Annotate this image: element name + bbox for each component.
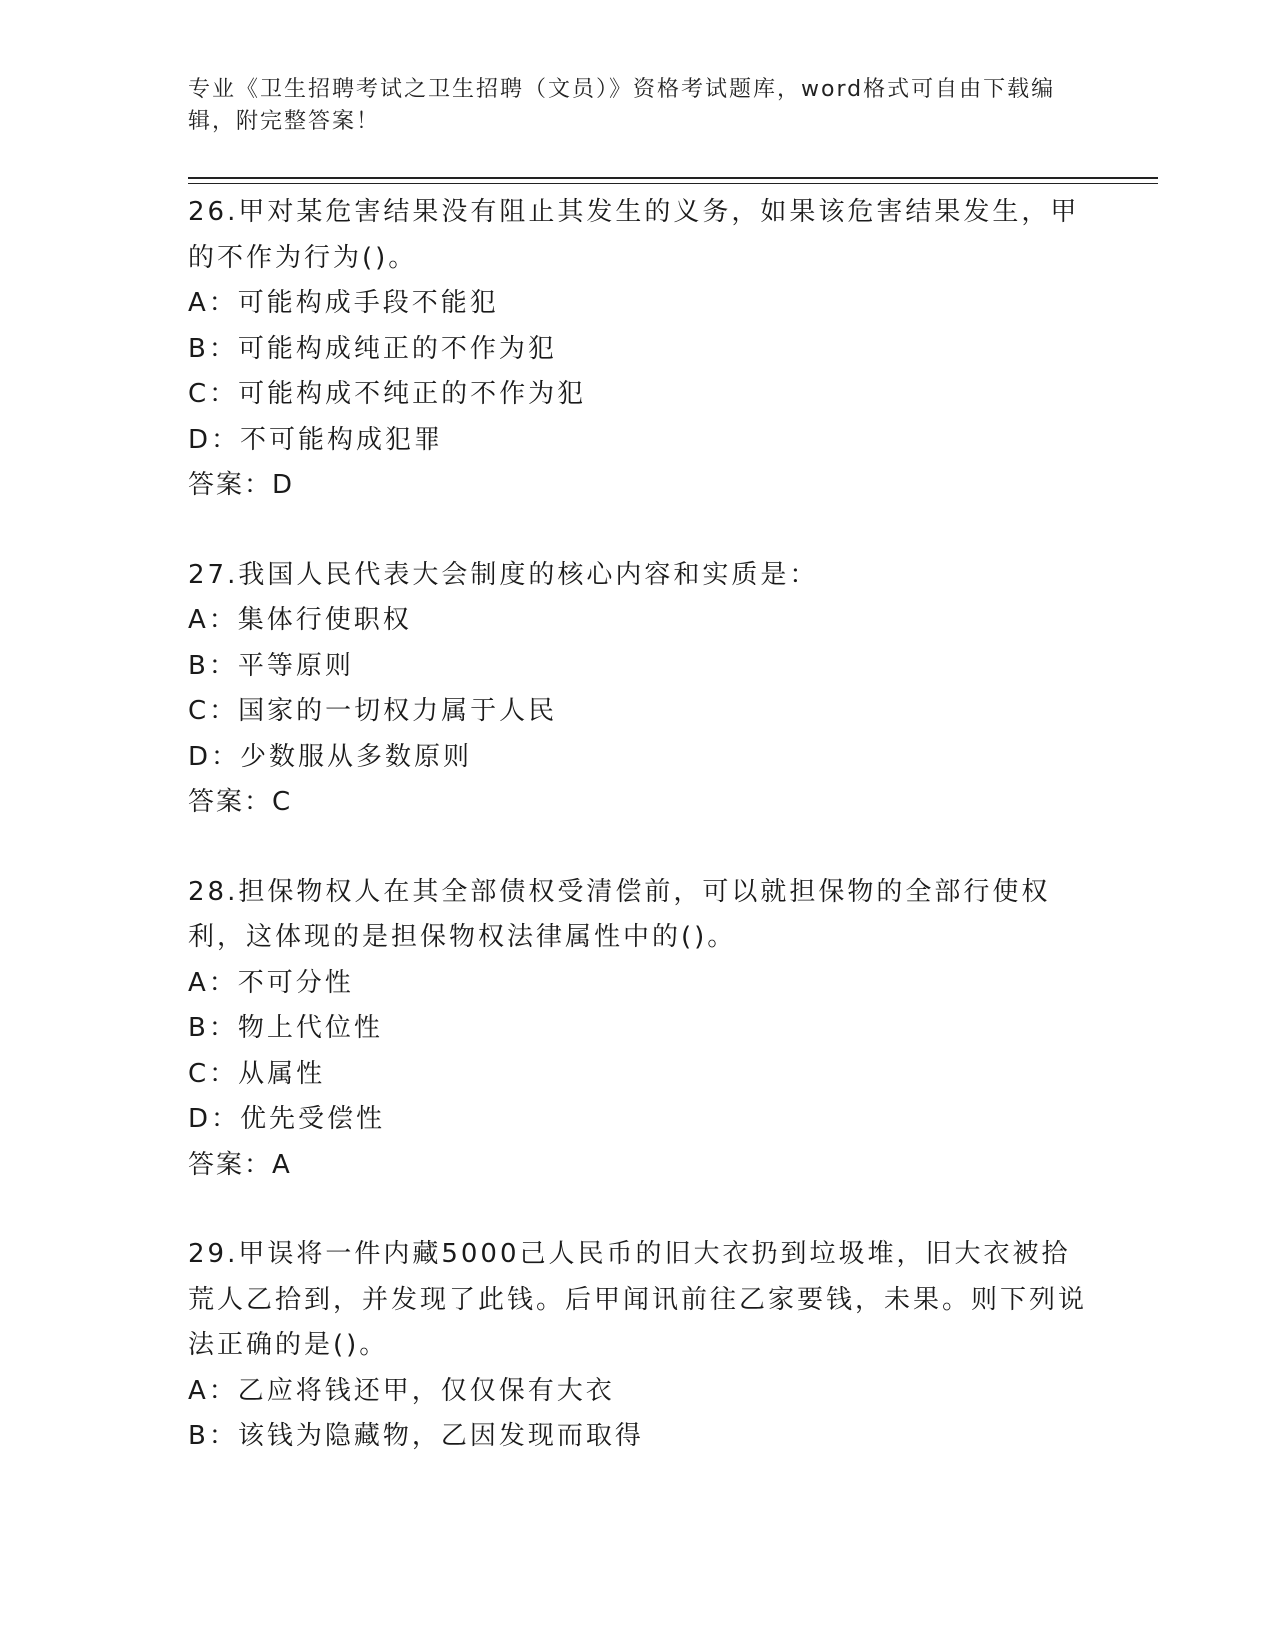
header-divider-thin [188, 183, 1158, 184]
question-stem: 26.甲对某危害结果没有阻止其发生的义务，如果该危害结果发生，甲的不作为行为()。 [188, 197, 1080, 273]
option-a: A：可能构成手段不能犯 [188, 288, 499, 318]
option-b: B：可能构成纯正的不作为犯 [188, 333, 557, 364]
option-a: A：集体行使职权 [188, 605, 412, 635]
answer-label: 答案：C [188, 787, 293, 817]
option-d: D：少数服从多数原则 [188, 741, 473, 772]
question-27 [188, 553, 1088, 826]
document-header: 专业《卫生招聘考试之卫生招聘（文员）》资格考试题库，word格式可自由下载编辑，附完整答案！ [188, 77, 1056, 134]
question-stem: 27.我国人民代表大会制度的核心内容和实质是： [188, 559, 819, 590]
option-b: B：该钱为隐藏物，乙因发现而取得 [188, 1421, 644, 1451]
answer-label: 答案：A [188, 1149, 292, 1180]
option-b: B：物上代位性 [188, 1013, 383, 1043]
option-b: B：平等原则 [188, 650, 354, 681]
option-c: C：可能构成不纯正的不作为犯 [188, 379, 587, 409]
option-c: C：国家的一切权力属于人民 [188, 696, 558, 726]
option-a: A：乙应将钱还甲，仅仅保有大衣 [188, 1375, 615, 1406]
question-stem: 29.甲误将一件内藏5000己人民币的旧大衣扔到垃圾堆，旧大衣被拾荒人乙拾到，并发现了此钱。后甲闻讯前往乙家要钱，未果。则下列说法正确的是()。 [188, 1239, 1088, 1360]
header-divider-thick [188, 177, 1158, 179]
question-29 [188, 1232, 1088, 1460]
question-26 [188, 190, 1088, 509]
option-d: D：优先受偿性 [188, 1104, 386, 1134]
option-a: A：不可分性 [188, 967, 354, 998]
option-d: D：不可能构成犯罪 [188, 424, 444, 455]
answer-label: 答案：D [188, 470, 295, 500]
question-28 [188, 870, 1088, 1189]
option-c: C：从属性 [188, 1058, 326, 1089]
question-stem: 28.担保物权人在其全部债权受清偿前，可以就担保物的全部行使权利，这体现的是担保物权法律属性中的()。 [188, 876, 1051, 952]
question-list [188, 190, 1088, 1504]
